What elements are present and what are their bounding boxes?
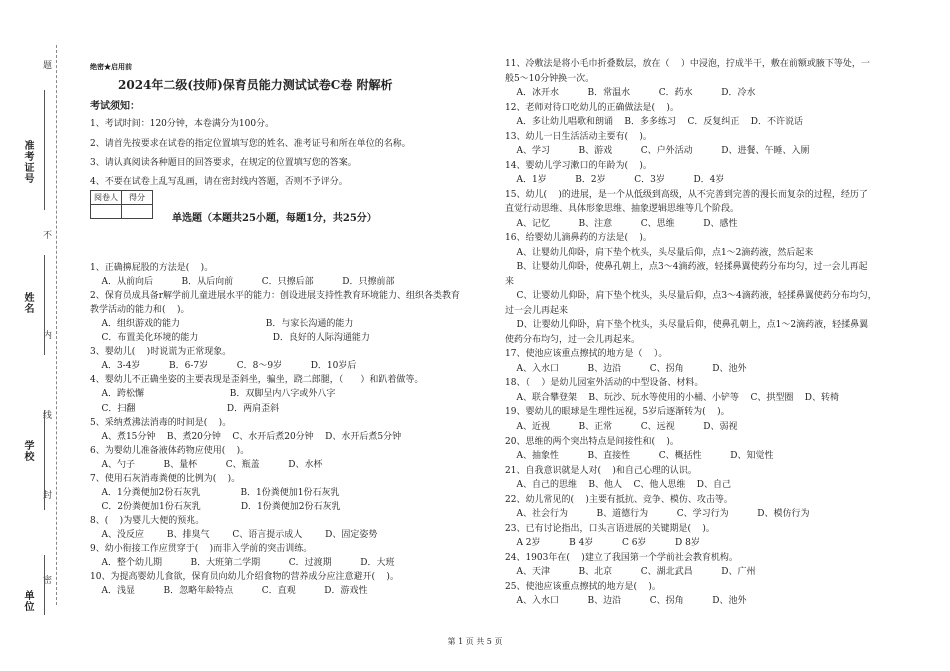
notice-item: 3、请认真阅读各种题目的回答要求，在规定的位置填写您的答案。	[90, 158, 357, 168]
score-table-grader: 阅卷人	[91, 191, 122, 205]
notice-item: 4、不要在试卷上乱写乱画，请在密封线内答题，否则不予评分。	[90, 177, 348, 187]
field-exam-number-label: 准考证号	[22, 140, 33, 184]
question-line: 12、老师对待口吃幼儿的正确做法是( )。	[505, 102, 679, 113]
question-line: A、自己的思维 B、他人 C、他人思维 D、自己	[505, 480, 731, 491]
section-title: 单选题（本题共25小题，每题1分，共25分）	[172, 213, 377, 224]
page-footer: 第 1 页 共 5 页	[447, 637, 503, 646]
question-line: 19、婴幼儿的眼球是生理性远视，5岁后逐渐转为( )。	[505, 407, 730, 418]
field-unit-line[interactable]	[44, 555, 45, 615]
seal-mark: 题	[41, 60, 51, 69]
question-line: 13、幼儿一日生活活动主要有( )。	[505, 131, 652, 142]
question-line: B、让婴幼儿仰卧，使鼻孔朝上，点3～4滴药液，轻揉鼻翼使药分布均匀，过一会儿再起	[505, 262, 868, 273]
question-line: D、让婴幼儿仰卧，肩下垫个枕头，头尽量后仰，使鼻孔朝上，点1～2滴药液，轻揉鼻翼	[505, 320, 869, 331]
question-line: 25、使池应该重点擦拭的地方是( )。	[505, 581, 661, 592]
question-line: 17、使池应该重点擦拭的地方是（ ）。	[505, 349, 668, 360]
question-line: 21、自我意识就是人对( )和自己心理的认识。	[505, 465, 697, 476]
question-line: 6、为婴幼儿准备液体药物应使用( )。	[90, 445, 250, 456]
question-line: A．整个幼儿期 B．大班第二学期 C．过渡期 D．大班	[90, 558, 395, 569]
question-line: 16、给婴幼儿滴鼻药的方法是( )。	[505, 233, 652, 244]
question-line: A、学习 B、游戏 C、户外活动 D、进餐、午睡、入厕	[505, 146, 810, 157]
question-line: A、记忆 B、注意 C、思维 D、感性	[505, 218, 738, 229]
question-line: 14、婴幼儿学习漱口的年龄为( )。	[505, 160, 652, 171]
question-line: 3、婴幼儿( )时说谎为正常现象。	[90, 347, 232, 358]
question-line: C、让婴幼儿仰卧，肩下垫个枕头，头尽量后仰，点3～4滴药液，轻揉鼻翼使药分布均匀，	[505, 291, 877, 302]
seal-mark: 封	[41, 490, 51, 499]
question-line: 1、正确擤屁股的方法是( )。	[90, 263, 214, 273]
question-line: A．从前向后 B．从后向前 C．只擦后部 D．只擦前部	[90, 277, 395, 288]
question-line: A、让婴幼儿仰卧，肩下垫个枕头，头尽量后仰，点1～2滴药液，然后起来	[505, 247, 814, 258]
notice-heading: 考试须知：	[90, 101, 140, 112]
question-line: A．3-4岁 B．6-7岁 C．8～9岁 D．10岁后	[90, 361, 357, 372]
question-line: 2、保育员成具备r解学前儿童进展水平的能力：创设进展支持性教育环境能力、组织各类教育	[90, 291, 461, 302]
question-line: 般5～10分钟换一次。	[505, 73, 595, 84]
question-line: 11、冷敷法是将小毛巾折叠数层，放在（ ）中浸泡，拧成半干，敷在前额或腋下等处，一	[505, 59, 870, 69]
question-line: 9、幼小衔接工作应贯穿于( )而非入学前的突击训练。	[90, 544, 313, 554]
question-line: 23、已有讨论指出，口头言语进展的关键期是( )。	[505, 523, 715, 534]
question-line: A．1分粪便加2份石灰乳 B．1份粪便加1份石灰乳	[90, 487, 340, 498]
seal-mark: 线	[41, 410, 51, 419]
question-line: 10、为提高婴幼儿食欲，保育员向幼儿介绍食物的营养成分应注意避开( )。	[90, 572, 399, 583]
question-line: 来	[505, 276, 515, 287]
field-exam-number-line[interactable]	[44, 90, 45, 210]
binding-margin	[0, 0, 90, 671]
question-line: A 2岁 B 4岁 C 6岁 D 8岁	[505, 538, 700, 549]
question-line: A、入水口 B、边沿 C、拐角 D、池外	[505, 596, 747, 607]
question-line: A、煮15分钟 B、煮20分钟 C、水开后煮20分钟 D、水开后煮5分钟	[90, 431, 402, 442]
question-line: A．1岁 B．2岁 C．3岁 D．4岁	[505, 175, 725, 186]
question-line: A．跨松懈 B．双脚呈内八字或外八字	[90, 389, 336, 400]
question-line: 过一会儿再起来	[505, 305, 569, 316]
score-table	[90, 190, 153, 219]
question-line: A．浅显 B．忽略年龄特点 C．直观 D．游戏性	[90, 586, 368, 597]
question-line: A．冰开水 B．常温水 C．药水 D．冷水	[505, 88, 756, 99]
score-table-score-cell[interactable]	[122, 205, 153, 219]
question-line: C．布置美化环境的能力 D．良好的人际沟通能力	[90, 333, 370, 344]
notice-item: 1、考试时间：120分钟，本卷满分为100分。	[90, 119, 275, 129]
question-line: A、近视 B、正常 C、远视 D、弱视	[505, 422, 738, 432]
question-line: 8、( )为婴儿大便的预兆。	[90, 515, 205, 526]
question-line: A、社会行为 B、道德行为 C、学习行为 D、模仿行为	[505, 509, 810, 520]
exam-title: 2024年二级(技师)保育员能力测试试卷C卷 附解析	[118, 78, 393, 92]
question-line: 22、幼儿常见的( )主要有抵抗、竞争、模仿、攻击等。	[505, 494, 733, 505]
question-line: A、勺子 B、量杯 C、瓶盖 D、水杯	[90, 459, 323, 470]
question-line: 5、采纳煮沸法消毒的时间是( )。	[90, 417, 232, 428]
question-line: A、抽象性 B、直接性 C、概括性 D、知觉性	[505, 451, 774, 462]
field-unit-label: 单位	[22, 590, 33, 612]
score-table-grader-cell[interactable]	[91, 205, 122, 219]
score-table-score: 得分	[122, 191, 153, 205]
field-name-line[interactable]	[44, 255, 45, 355]
secret-label: 绝密★启用前	[90, 62, 132, 71]
question-line: A．组织游戏的能力 B．与家长沟通的能力	[90, 319, 354, 330]
seal-mark: 内	[41, 330, 51, 339]
question-line: A．多让幼儿唱歌和朗诵 B．多多练习 C．反复纠正 D．不许说话	[505, 117, 803, 128]
question-line: 18、（ ）是幼儿园室外活动的中型设备、材料。	[505, 378, 704, 389]
notice-item: 2、请首先按要求在试卷的指定位置填写您的姓名、准考证号和所在单位的名称。	[90, 139, 411, 149]
question-line: 7、使用石灰消毒粪便的比例为( )。	[90, 473, 241, 484]
question-line: 4、婴幼儿不正确坐姿的主要表现是歪斜坐，骗坐，跷二郎腿，（ ）和趴着做等。	[90, 375, 424, 386]
question-line: A、入水口 B、边沿 C、拐角 D、池外	[505, 363, 747, 374]
question-line: C．扫翻 D．两肩歪斜	[90, 403, 280, 414]
field-school-line[interactable]	[44, 410, 45, 510]
seal-mark: 密	[41, 575, 51, 584]
seal-mark: 不	[41, 230, 51, 239]
question-line: 使药分布均匀，过一会儿再起来。	[505, 334, 641, 345]
seal-dashed-line	[56, 45, 57, 605]
question-line: A、没反应 B、排臭气 C、语言提示成人 D、固定姿势	[90, 529, 378, 540]
question-line: 直觉行动思维、具体形象思维、抽象逻辑思维等几个阶段。	[505, 204, 740, 215]
question-line: A、天津 B、北京 C、湖北武昌 D、广州	[505, 567, 756, 578]
question-line: 教学活动的能力和( )。	[90, 305, 190, 316]
question-line: 24、1903年在( )建立了我国第一个学前社会教育机构。	[505, 552, 738, 563]
field-school-label: 学校	[22, 440, 33, 462]
question-line: 15、幼儿( )的进展，是一个从低级到高级，从不完善到完善的漫长而复杂的过程，经历了	[505, 189, 868, 200]
field-name-label: 姓名	[22, 292, 33, 314]
question-line: 20、思维的两个突出特点是间接性和( )。	[505, 436, 679, 447]
question-line: C．2份粪便加1份石灰乳 D．1份粪便加2份石灰乳	[90, 501, 341, 512]
question-line: A、联合攀登架 B、玩沙、玩水等使用的小桶、小铲等 C、拱型圈 D、转椅	[505, 392, 839, 403]
